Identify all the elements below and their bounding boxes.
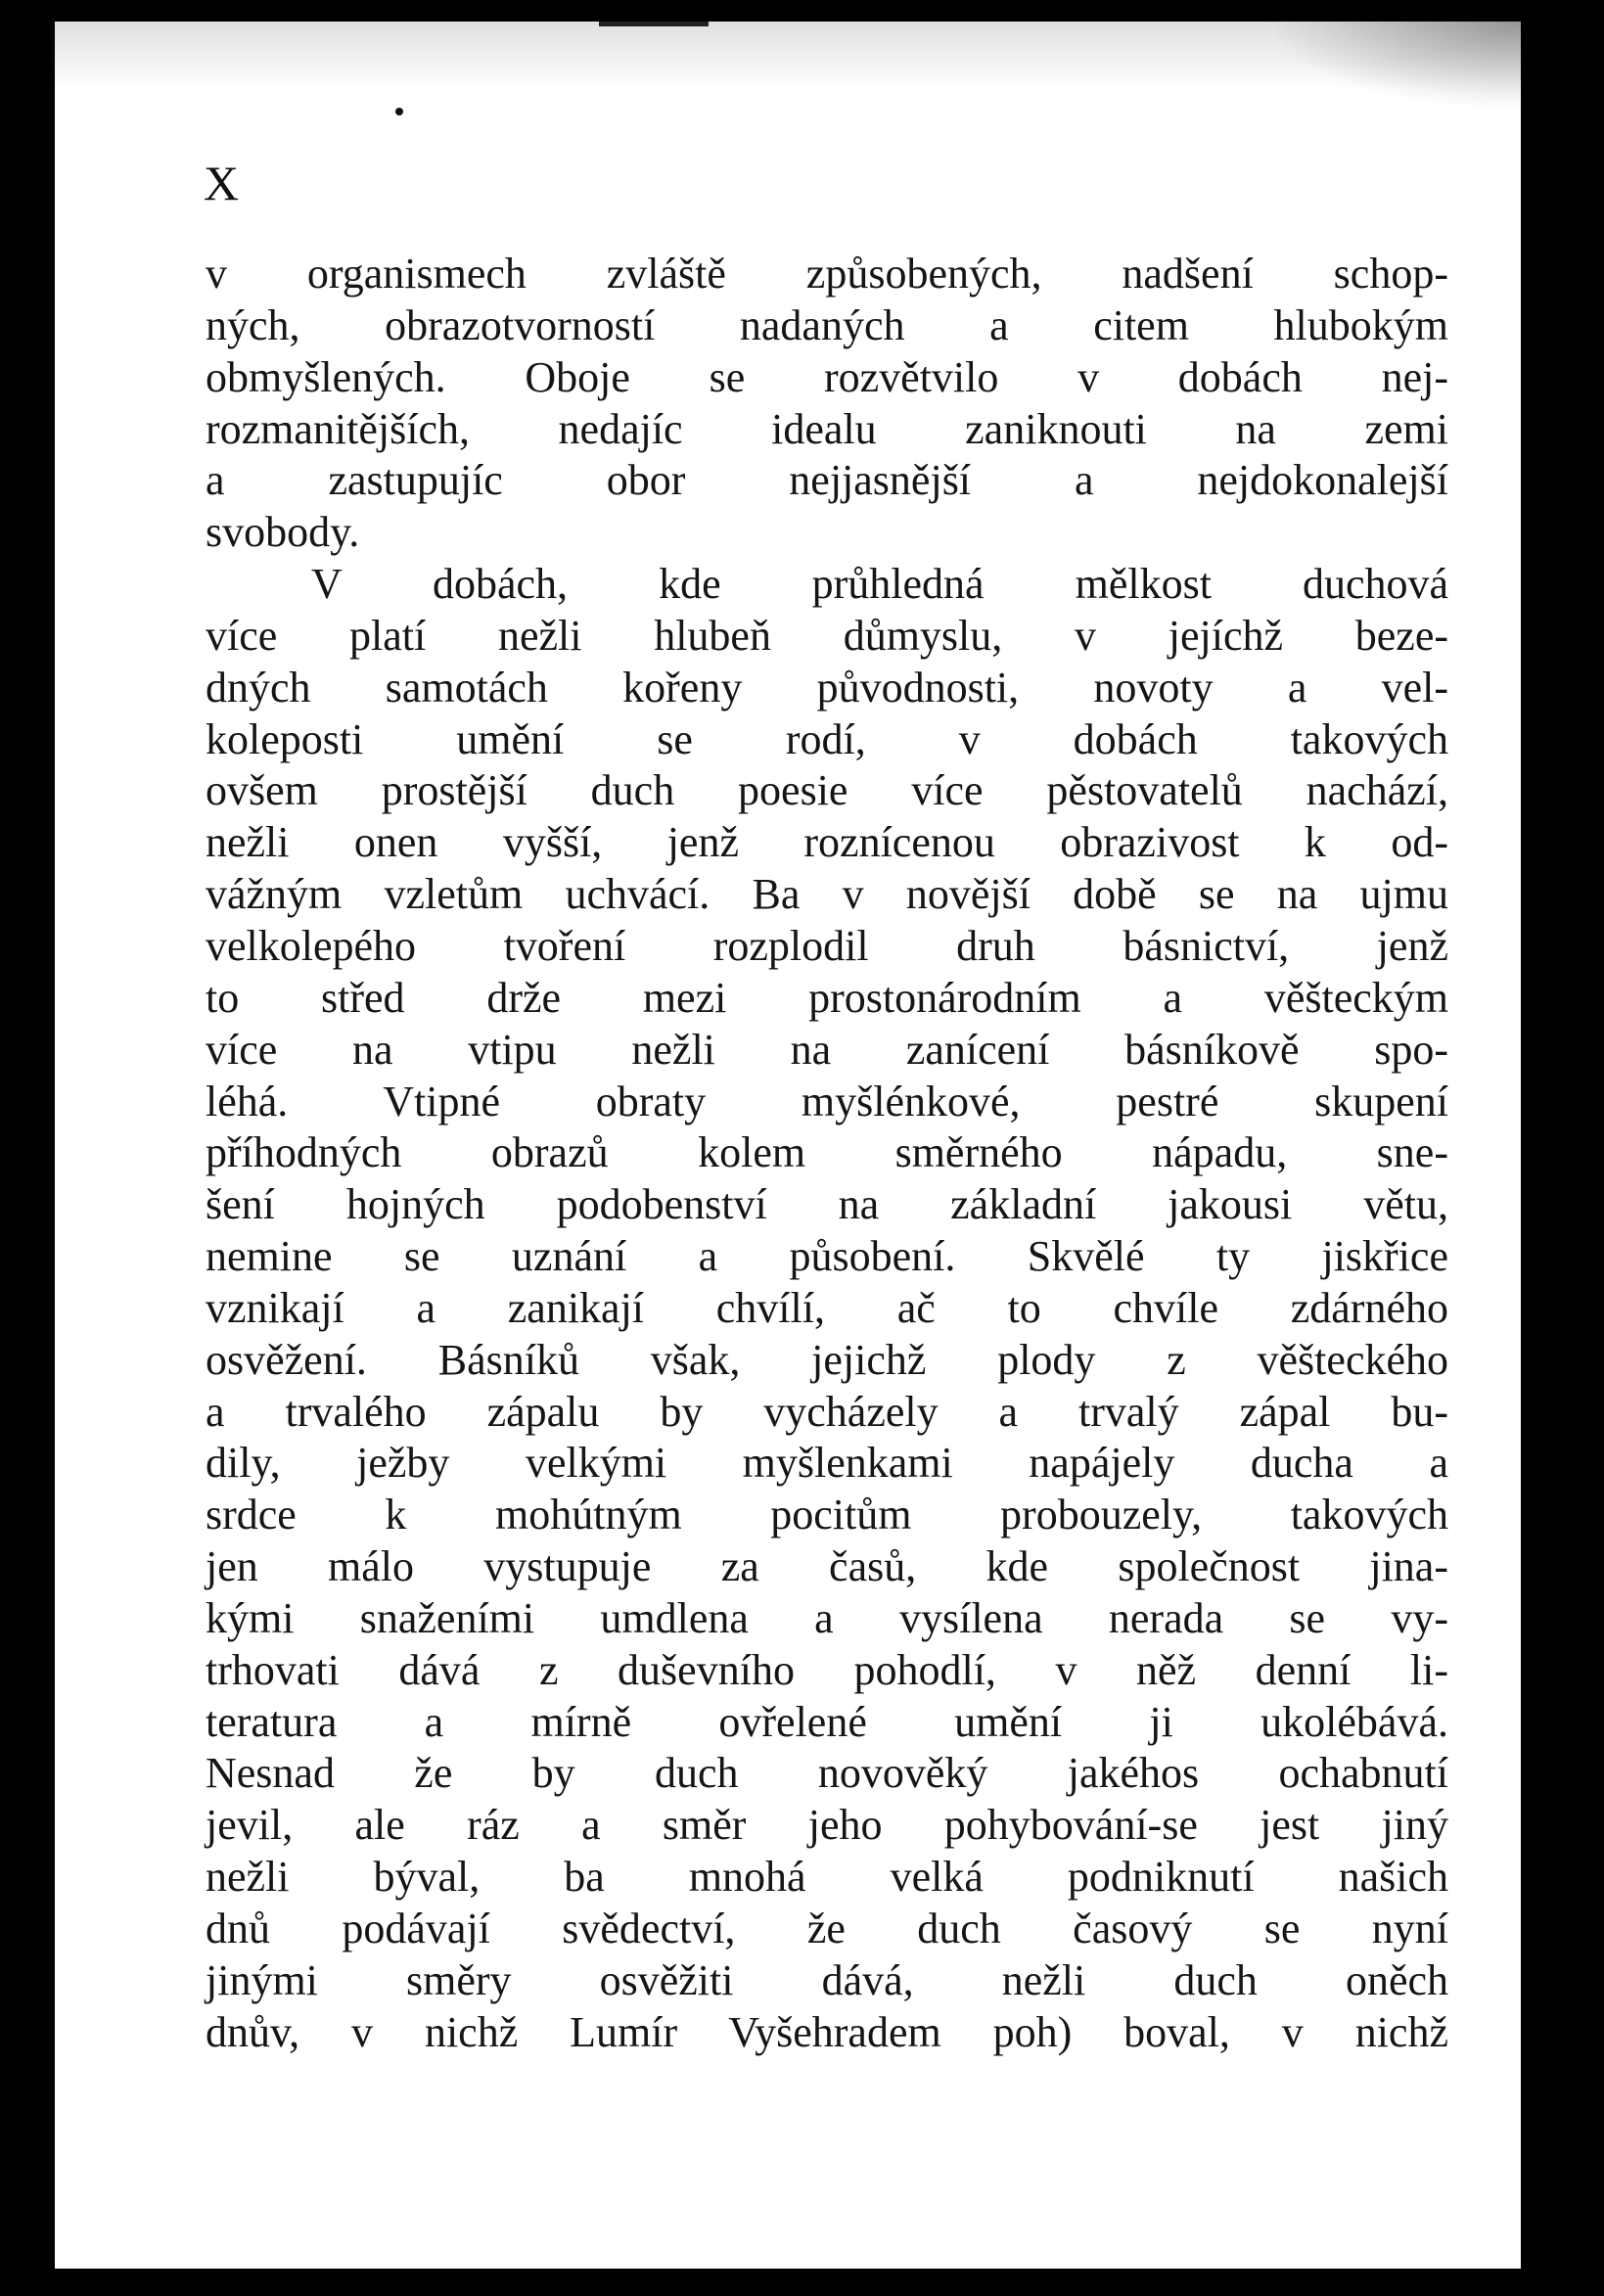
text-line: jinými směry osvěžiti dává, nežli duch oněch	[206, 1955, 1448, 2004]
page-corner-shadow	[1266, 22, 1521, 110]
text-line: vznikají a zanikají chvílí, ač to chvíle zdárného	[206, 1283, 1448, 1332]
page-number: X	[204, 156, 240, 210]
text-line: nežli býval, ba mnohá velká podniknutí našich	[206, 1853, 1448, 1902]
text-line: jen málo vystupuje za časů, kde společnost jina-	[206, 1542, 1448, 1591]
text-line: nemine se uznání a působení. Skvělé ty jiskřice	[206, 1232, 1448, 1281]
text-line: a zastupujíc obor nejjasnější a nejdokonalejší	[206, 456, 1448, 505]
text-line: nežli onen vyšší, jenž roznícenou obrazivost k od-	[206, 818, 1448, 867]
body-text	[206, 249, 1448, 2059]
text-line: dných samotách kořeny původnosti, novoty a vel-	[206, 663, 1448, 712]
ink-dot	[395, 108, 403, 115]
paragraph-2	[206, 559, 1448, 2058]
text-line: léhá. Vtipné obraty myšlénkové, pestré skupení	[206, 1077, 1448, 1125]
text-line: teratura a mírně ovřelené umění ji ukolébává.	[206, 1697, 1448, 1746]
text-line: kými snaženími umdlena a vysílena nerada se vy-	[206, 1593, 1448, 1642]
text-line: více platí nežli hlubeň důmyslu, v jejíchž beze-	[206, 611, 1448, 660]
text-line: svobody.	[206, 508, 360, 557]
text-line: šení hojných podobenství na základní jakousi větu,	[206, 1180, 1448, 1229]
text-line: a trvalého zápalu by vycházely a trvalý zápal bu-	[206, 1387, 1448, 1436]
text-line: příhodných obrazů kolem směrného nápadu, sne-	[206, 1128, 1448, 1177]
text-line: V dobách, kde průhledná mělkost duchová	[311, 560, 1448, 609]
paragraph-1	[206, 249, 1448, 559]
text-line: vážným vzletům uchvácí. Ba v novější době se na ujmu	[206, 870, 1448, 919]
text-line: ovšem prostější duch poesie více pěstovatelů nachází,	[206, 766, 1448, 815]
text-line: ných, obrazotvorností nadaných a citem hlubokým	[206, 300, 1448, 349]
text-line: koleposti umění se rodí, v dobách takových	[206, 714, 1448, 763]
text-line: Nesnad že by duch novověký jakéhos ochabnutí	[206, 1749, 1448, 1798]
binding-mark	[599, 22, 709, 26]
text-line: osvěžení. Básníků však, jejichž plody z věšteckého	[206, 1335, 1448, 1384]
text-line: dnův, v nichž Lumír Vyšehradem poh) boval, v nichž	[206, 2007, 1448, 2056]
book-page	[55, 22, 1521, 2269]
text-line: velkolepého tvoření rozplodil druh básnictví, jenž	[206, 921, 1448, 970]
text-line: dily, ježby velkými myšlenkami napájely ducha a	[206, 1439, 1448, 1488]
text-line: to střed drže mezi prostonárodním a věšteckým	[206, 973, 1448, 1022]
text-line: dnů podávají svědectví, že duch časový se nyní	[206, 1905, 1448, 1952]
text-line: trhovati dává z duševního pohodlí, v něž denní li-	[206, 1645, 1448, 1694]
text-line: obmyšlených. Oboje se rozvětvilo v dobách nej-	[206, 352, 1448, 401]
text-line: jevil, ale ráz a směr jeho pohybování-se jest jiný	[206, 1801, 1448, 1850]
text-line: v organismech zvláště způsobených, nadšení schop-	[206, 250, 1448, 298]
text-line: více na vtipu nežli na zanícení básníkově spo-	[206, 1025, 1448, 1074]
text-line: srdce k mohútným pocitům probouzely, takových	[206, 1491, 1448, 1539]
text-line: rozmanitějších, nedajíc idealu zaniknouti na zemi	[206, 404, 1448, 453]
